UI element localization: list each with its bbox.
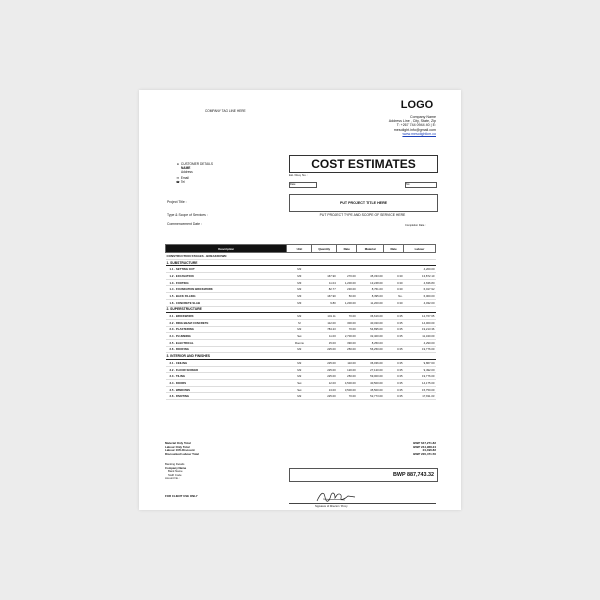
table-cell: 19,776.00 bbox=[404, 373, 436, 380]
material-total-label: Material Only Total bbox=[165, 441, 191, 445]
table-cell bbox=[337, 266, 357, 273]
table-cell: 270.00 bbox=[337, 273, 357, 280]
table-cell: 4,500.00 bbox=[337, 380, 357, 387]
table-cell: M2 bbox=[287, 360, 312, 367]
section-title: 3. INTERIOR AND FINISHES bbox=[166, 353, 436, 360]
column-header: Quantity bbox=[312, 245, 337, 253]
column-header: Labour bbox=[404, 245, 436, 253]
table-cell: 167.90 bbox=[312, 273, 337, 280]
table-cell: 1,200.00 bbox=[337, 279, 357, 286]
signature-caption: Signature of Director / Proxy bbox=[315, 505, 348, 508]
section-heading-row bbox=[166, 353, 436, 360]
item-description: 2.5 - ELECTRICAL bbox=[166, 339, 287, 346]
table-cell: 4,290.00 bbox=[404, 339, 436, 346]
table-cell bbox=[312, 266, 337, 273]
table-cell: 4,200.00 bbox=[404, 266, 436, 273]
table-cell: 0.35 bbox=[384, 319, 404, 326]
section-heading-row bbox=[166, 306, 436, 313]
item-description: 1.1 - SETTING OUT bbox=[166, 266, 287, 273]
table-cell: 120.00 bbox=[337, 366, 357, 373]
cost-breakdown-table bbox=[165, 244, 436, 400]
table-cell: 70.00 bbox=[337, 313, 357, 320]
totals-labels bbox=[165, 442, 199, 456]
table-cell: Rooms bbox=[287, 339, 312, 346]
customer-heading: CUSTOMER DETAILS bbox=[180, 162, 214, 166]
item-description: 1.3 - FOOTING bbox=[166, 279, 287, 286]
table-cell: 225.00 bbox=[312, 393, 337, 400]
table-cell: 19,213.36 bbox=[404, 326, 436, 333]
company-tagline: COMPANY TAG LINE HERE bbox=[205, 109, 246, 113]
item-description: 3.6 - PAINTING bbox=[166, 393, 287, 400]
table-cell: 0.35 bbox=[384, 360, 404, 367]
table-row bbox=[166, 319, 436, 326]
table-cell: 9,492.00 bbox=[404, 366, 436, 373]
table-cell: 36,036.00 bbox=[357, 360, 384, 367]
table-cell: 0.35 bbox=[384, 380, 404, 387]
table-cell: 70.00 bbox=[337, 326, 357, 333]
table-cell: 11,340.00 bbox=[404, 333, 436, 340]
section-heading-row bbox=[166, 259, 436, 266]
table-cell: 15.00 bbox=[312, 339, 337, 346]
table-row bbox=[166, 346, 436, 353]
phone-icon: ☎ bbox=[176, 180, 180, 185]
table-cell bbox=[384, 339, 404, 346]
table-cell: M3 bbox=[287, 279, 312, 286]
table-cell: 54,895.00 bbox=[357, 326, 384, 333]
signature-line bbox=[289, 503, 436, 504]
table-cell: 112.00 bbox=[312, 319, 337, 326]
table-cell: 56,250.00 bbox=[357, 346, 384, 353]
item-description: 2.2 - RING BEAM CONCRETE bbox=[166, 319, 287, 326]
table-cell: 101.11 bbox=[312, 313, 337, 320]
table-cell: 6,000.00 bbox=[404, 293, 436, 300]
item-description: 1.2 - EXCAVATION bbox=[166, 273, 287, 280]
customer-tel: Tel bbox=[180, 180, 185, 185]
table-cell: 40,320.00 bbox=[357, 319, 384, 326]
grand-total-box bbox=[289, 468, 438, 482]
table-cell: 40,500.00 bbox=[357, 380, 384, 387]
table-cell: 11.00 bbox=[312, 333, 337, 340]
project-title-label: Project Title : bbox=[167, 200, 187, 204]
table-cell: 0.35 bbox=[384, 346, 404, 353]
table-cell: 17,811.03 bbox=[404, 393, 436, 400]
table-cell: M2 bbox=[287, 313, 312, 320]
banking-account-no: Acount No.: bbox=[165, 476, 180, 480]
item-description: 3.5 - WINDOWS bbox=[166, 386, 287, 393]
item-description: 1.4 - FOUNDATION BRICKWORK bbox=[166, 286, 287, 293]
totals-values bbox=[379, 442, 436, 456]
company-logo: LOGO bbox=[397, 97, 437, 114]
item-description: 3.1 - CEILING bbox=[166, 360, 287, 367]
table-cell: 2,700.00 bbox=[337, 333, 357, 340]
table-cell: 250.00 bbox=[337, 373, 357, 380]
item-description: 1.6 - CONCRETE SLAB bbox=[166, 299, 287, 306]
table-cell: 0.35 bbox=[384, 386, 404, 393]
column-header: Unit bbox=[287, 245, 312, 253]
table-cell: 225.00 bbox=[312, 366, 337, 373]
table-cell: M2 bbox=[287, 366, 312, 373]
table-row bbox=[166, 286, 436, 293]
table-cell: 0.35 bbox=[384, 373, 404, 380]
section-title: 1. SUBSTRUCTURE bbox=[166, 259, 436, 266]
table-row bbox=[166, 386, 436, 393]
table-cell: 50.00 bbox=[337, 293, 357, 300]
table-cell: 8,250.00 bbox=[357, 339, 384, 346]
table-cell: No. bbox=[384, 293, 404, 300]
table-cell: 0.30 bbox=[384, 273, 404, 280]
table-cell: 52,773.00 bbox=[357, 393, 384, 400]
table-cell: 300.00 bbox=[337, 319, 357, 326]
table-cell: 19,776.00 bbox=[404, 346, 436, 353]
table-cell: 0.35 bbox=[384, 393, 404, 400]
company-details bbox=[371, 115, 436, 136]
table-cell: 14,175.00 bbox=[404, 380, 436, 387]
table-cell: 82.77 bbox=[312, 286, 337, 293]
item-description: 2.6 - ROOFING bbox=[166, 346, 287, 353]
table-cell bbox=[384, 266, 404, 273]
date-field[interactable]: Date bbox=[289, 182, 317, 188]
table-cell: 250.00 bbox=[337, 346, 357, 353]
company-website-link[interactable]: www.mesolightkm.co bbox=[402, 131, 436, 136]
item-description: 2.1 - BRICKWORK bbox=[166, 313, 287, 320]
scope-field[interactable]: PUT PROJECT TYPE AND SCOPE OF SERVICE HERE bbox=[319, 213, 406, 217]
table-cell bbox=[357, 266, 384, 273]
item-description: 3.4 - DOORS bbox=[166, 380, 287, 387]
table-cell: 167.90 bbox=[312, 293, 337, 300]
table-cell: 4,032.00 bbox=[404, 299, 436, 306]
table-row bbox=[166, 313, 436, 320]
table-cell: 11,200.00 bbox=[357, 299, 384, 306]
discounted-labour-label: Discounted Labour Total bbox=[165, 451, 199, 456]
table-cell: M2 bbox=[287, 346, 312, 353]
table-row bbox=[166, 326, 436, 333]
table-header-row bbox=[166, 245, 436, 253]
table-row bbox=[166, 373, 436, 380]
labour-total-label: Labour Only Total bbox=[165, 444, 190, 449]
scope-label: Type & Scope of Services : bbox=[167, 213, 208, 217]
table-cell: M2 bbox=[287, 326, 312, 333]
stage-heading: CONSTRUCTION STAGES - BREAKDOWN bbox=[166, 253, 436, 260]
table-cell: 225.00 bbox=[312, 346, 337, 353]
table-cell: 1,200.00 bbox=[337, 299, 357, 306]
banking-heading: Banking Details bbox=[165, 462, 185, 466]
table-cell: 4,636.80 bbox=[404, 279, 436, 286]
table-cell: M2 bbox=[287, 266, 312, 273]
table-cell: M3 bbox=[287, 299, 312, 306]
document-title: COST ESTIMATES bbox=[289, 155, 438, 173]
grand-total-value: BWP 887,743.32 bbox=[393, 472, 434, 478]
section-title: 2. SUPERSTRUCTURE bbox=[166, 306, 436, 313]
table-cell: 0.35 bbox=[384, 366, 404, 373]
table-cell: 70.00 bbox=[337, 393, 357, 400]
banking-company-name: Company Name bbox=[165, 465, 187, 470]
table-cell: 59,000.00 bbox=[357, 373, 384, 380]
table-cell: M3 bbox=[287, 293, 312, 300]
table-row bbox=[166, 266, 436, 273]
table-row bbox=[166, 360, 436, 367]
no-field[interactable]: No: bbox=[405, 182, 437, 188]
table-cell: M2 bbox=[287, 286, 312, 293]
banking-swift-code: Swift Code bbox=[168, 472, 182, 477]
table-cell: 13.00 bbox=[312, 386, 337, 393]
column-header: Description bbox=[166, 245, 287, 253]
user-icon: ● bbox=[177, 162, 179, 166]
table-cell: 12,767.65 bbox=[404, 313, 436, 320]
table-cell: 0.35 bbox=[384, 313, 404, 320]
table-cell: 0.30 bbox=[384, 286, 404, 293]
table-row bbox=[166, 366, 436, 373]
labour-discount-label: Labour 10% Discount bbox=[165, 448, 195, 453]
table-cell: 0.35 bbox=[384, 326, 404, 333]
table-cell: 32,400.00 bbox=[357, 333, 384, 340]
completion-date-label: Completion Date : bbox=[405, 224, 426, 227]
column-header: Rate bbox=[337, 245, 357, 253]
table-cell: 27,120.00 bbox=[357, 366, 384, 373]
table-cell: 11.04 bbox=[312, 279, 337, 286]
table-cell: Set bbox=[287, 333, 312, 340]
banking-bank-name: Bank Name bbox=[168, 469, 183, 473]
table-cell: M3 bbox=[287, 273, 312, 280]
customer-details bbox=[176, 163, 213, 185]
table-cell: 6,017.92 bbox=[404, 286, 436, 293]
table-cell: 8,761.00 bbox=[357, 286, 384, 293]
item-description: 1.5 - BACK FILLING bbox=[166, 293, 287, 300]
item-description: 2.3 - PLASTERING bbox=[166, 326, 287, 333]
banking-details bbox=[165, 463, 186, 481]
table-cell: Set bbox=[287, 380, 312, 387]
material-total-value: BWP 647,271.82 bbox=[413, 441, 436, 445]
table-cell: 15,750.00 bbox=[404, 386, 436, 393]
table-cell: 9.80 bbox=[312, 299, 337, 306]
table-row bbox=[166, 380, 436, 387]
commencement-date-label: Commencement Date : bbox=[167, 222, 202, 226]
discounted-labour-value: BWP 220,471.50 bbox=[413, 451, 436, 456]
item-description: 2.4 - PLUMBING bbox=[166, 333, 287, 340]
column-header: Rate bbox=[384, 245, 404, 253]
customer-email: Email bbox=[180, 176, 189, 181]
table-body bbox=[166, 253, 436, 400]
company-contact: T: +267 744 0944 40 | E: mesolight.info@gmail.com bbox=[393, 123, 436, 132]
email-icon: ✉ bbox=[176, 176, 180, 181]
column-header: Material bbox=[357, 245, 384, 253]
table-cell: M2 bbox=[287, 373, 312, 380]
labour-total-value: BWP 244,968.24 bbox=[413, 444, 436, 449]
table-cell: 390.00 bbox=[337, 339, 357, 346]
table-cell: 13,248.00 bbox=[357, 279, 384, 286]
item-description: 3.2 - FLOOR SCREED bbox=[166, 366, 287, 373]
table-cell: 784.23 bbox=[312, 326, 337, 333]
project-title-field[interactable]: PUT PROJECT TITLE HERE bbox=[289, 194, 438, 212]
table-cell: 8,395.00 bbox=[357, 293, 384, 300]
table-cell: Set bbox=[287, 386, 312, 393]
table-row bbox=[166, 279, 436, 286]
table-cell: 0.30 bbox=[384, 299, 404, 306]
est-req-no-label: Est./ Req. No. : bbox=[289, 173, 308, 177]
table-row bbox=[166, 293, 436, 300]
table-cell: 225.00 bbox=[312, 360, 337, 367]
table-row bbox=[166, 393, 436, 400]
table-cell: M2 bbox=[287, 393, 312, 400]
client-use-label: FOR CLIENT USE ONLY bbox=[165, 494, 198, 498]
labour-discount-value: 24,496.82 bbox=[422, 448, 436, 453]
table-cell: 0.35 bbox=[384, 333, 404, 340]
table-cell: M bbox=[287, 319, 312, 326]
table-row bbox=[166, 273, 436, 280]
table-cell: 230.00 bbox=[337, 286, 357, 293]
stage-heading-row bbox=[166, 253, 436, 260]
table-cell: 36,619.00 bbox=[357, 313, 384, 320]
table-cell: 0.30 bbox=[384, 279, 404, 286]
table-row bbox=[166, 299, 436, 306]
estimate-sheet bbox=[139, 90, 461, 510]
customer-address: Address bbox=[181, 169, 193, 174]
table-cell: 12.00 bbox=[312, 380, 337, 387]
table-cell: 3,500.00 bbox=[337, 386, 357, 393]
table-cell: 225.00 bbox=[312, 373, 337, 380]
item-description: 3.3 - TILING bbox=[166, 373, 287, 380]
table-row bbox=[166, 339, 436, 346]
company-name: Company Name bbox=[410, 115, 436, 119]
table-cell: 45,333.00 bbox=[357, 273, 384, 280]
company-address: Address Line , City, State, Zip bbox=[388, 119, 436, 124]
table-cell: 14,000.00 bbox=[404, 319, 436, 326]
table-cell: 9,867.60 bbox=[404, 360, 436, 367]
table-cell: 13,872.10 bbox=[404, 273, 436, 280]
customer-name: NAME bbox=[181, 165, 191, 170]
table-row bbox=[166, 333, 436, 340]
table-cell: 110.00 bbox=[337, 360, 357, 367]
table-cell: 45,500.00 bbox=[357, 386, 384, 393]
